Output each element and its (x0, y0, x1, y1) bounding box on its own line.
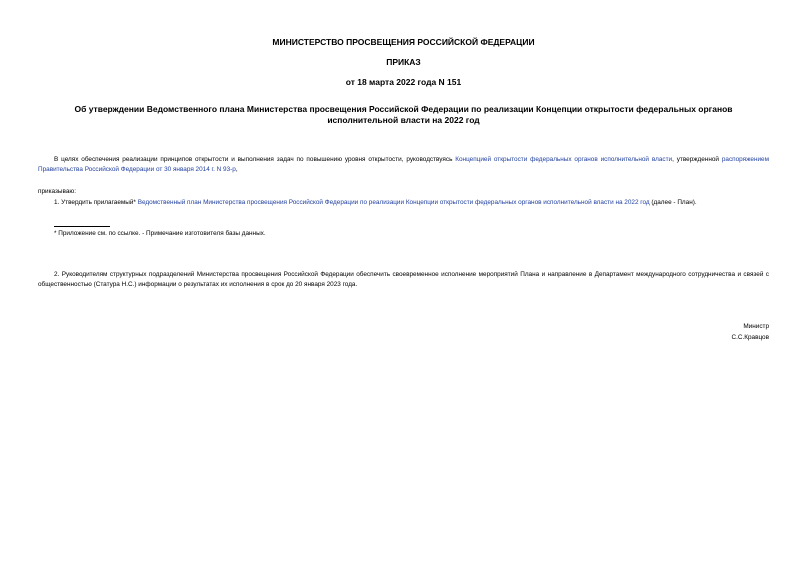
item-1-paragraph (38, 198, 769, 208)
document-title: Об утверждении Ведомственного плана Министерства просвещения Российской Федерации по реализации Концепции открытости федеральных органов исполнительной власти на 2022 год (74, 104, 733, 125)
intro-paragraph (38, 155, 769, 175)
order-word: приказываю: (38, 188, 76, 195)
signature-position: Министр (743, 323, 769, 330)
government-order-link[interactable]: распоряжением Правительства Российской Федерации от 30 января 2014 г. N 93-р (38, 156, 769, 173)
document-type: ПРИКАЗ (386, 57, 421, 67)
item-1-text-after: (далее - План). (649, 199, 697, 206)
plan-link[interactable]: Ведомственный план Министерства просвещения Российской Федерации по реализации Концепции открытости федеральных органов исполнительной власти на 2022 год (137, 199, 650, 206)
intro-text-before: В целях обеспечения реализации принципов открытости и выполнения задач по повышению уровня открытости, руководствуясь (54, 156, 456, 163)
concept-link[interactable]: Концепцией открытости федеральных органов исполнительной власти (455, 156, 673, 163)
intro-text-middle: , утвержденной (672, 156, 722, 163)
ministry-name: МИНИСТЕРСТВО ПРОСВЕЩЕНИЯ РОССИЙСКОЙ ФЕДЕРАЦИИ (272, 37, 535, 47)
item-2-paragraph: 2. Руководителям структурных подразделений Министерства просвещения Российской Федерации обеспечить своевременное исполнение мероприятий Плана и направление в Департамент международного сотрудничества и связей с общественностью (Статура Н.С.) информации о результатах их исполнения в срок до 20 января 2023 года. (38, 271, 769, 288)
footnote-divider (54, 226, 110, 227)
footnote: * Приложение см. по ссылке. - Примечание изготовителя базы данных. (54, 230, 266, 237)
item-1-text-before: 1. Утвердить прилагаемый* (54, 199, 138, 206)
intro-text-after: , (235, 166, 238, 173)
document-date-number: от 18 марта 2022 года N 151 (345, 77, 462, 87)
signature-name: С.С.Кравцов (731, 334, 769, 341)
